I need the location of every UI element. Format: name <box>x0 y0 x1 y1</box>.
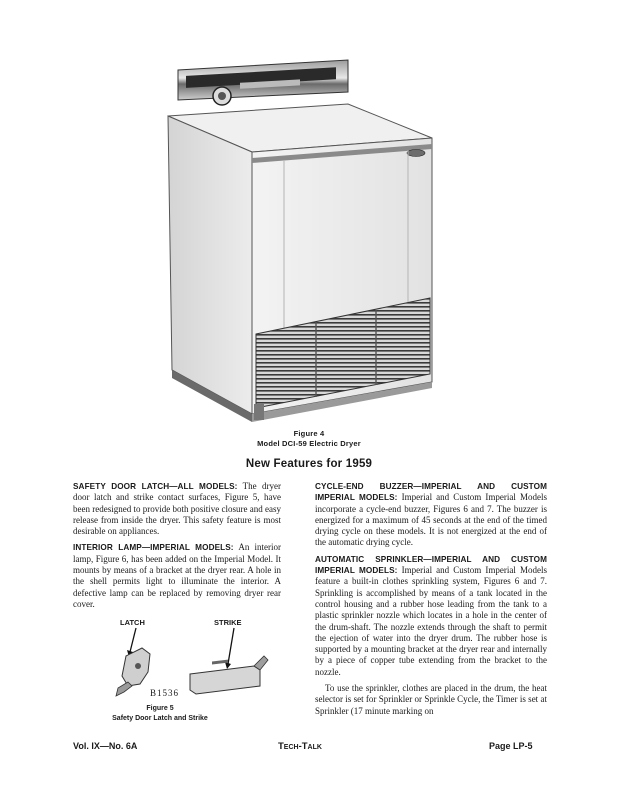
dryer-illustration <box>150 52 450 424</box>
figure-5 <box>78 618 283 710</box>
footer-volume: Vol. IX—No. 6A <box>73 741 138 751</box>
latch-label: LATCH <box>120 618 145 627</box>
paragraph-text: To use the sprinkler, clothes are placed in the drum, the heat selector is set for Sprinkler or Sprinkle Cycle, the Timer is set at Sprinkler (17 minute marking on <box>315 683 547 716</box>
paragraph-heading: AUTOMATIC SPRINKLER—IMPERIAL AND CUSTOM IMPERIAL MODELS: <box>315 554 547 576</box>
paragraph-heading: SAFETY DOOR LATCH—ALL MODELS: <box>73 482 238 491</box>
paragraph-heading: INTERIOR LAMP—IMPERIAL MODELS: <box>73 543 234 553</box>
footer-publication: Tech-Talk <box>278 741 322 752</box>
footer-page-number: Page LP-5 <box>489 741 533 751</box>
section-title: New Features for 1959 <box>245 458 373 470</box>
right-column <box>315 481 547 722</box>
strike-label: STRIKE <box>214 618 242 627</box>
latch-and-strike-illustration <box>78 626 283 702</box>
paragraph-interior-lamp <box>73 542 281 610</box>
paragraph-text: The dryer door latch and strike contact surfaces, Figure 5, have been redesigned to provide both positive closure and easy release from inside the dryer. This safety feature is most desirable on appliances. <box>73 481 281 537</box>
part-code: B1536 <box>150 688 180 698</box>
paragraph-safety-door-latch <box>73 481 281 537</box>
paragraph-text: Imperial and Custom Imperial Models feature a built-in clothes sprinkling system, Figures 6 and 7. Sprinkling is accomplished by means of a tank located in the control housing and a rubber hose leading from the tank to a plastic sprinkler nozzle which locates in a hole in the center of the drum-shaft. The nozzle extends through the shaft to permit the ejection of water into the dryer drum. The rubber hose is supported by a mounting bracket at the dryer rear and internally by a piece of copper tube extending from the bracket to the nozzle. <box>315 565 547 677</box>
paragraph-sprinkler-usage <box>315 683 547 717</box>
left-column <box>73 481 281 615</box>
figure-5-number: Figure 5 <box>146 705 174 712</box>
figure-4-title: Model DCI-59 Electric Dryer <box>257 439 361 448</box>
paragraph-text: An interior lamp, Figure 6, has been added on the Imperial Model. It mounts by means of a bracket at the dryer rear. A hole in the shell permits light to illuminate the interior. A defective lamp can be replaced by removing dryer rear cover. <box>73 542 281 609</box>
paragraph-cycle-end-buzzer <box>315 481 547 549</box>
figure-4-number: Figure 4 <box>293 429 325 438</box>
paragraph-automatic-sprinkler <box>315 554 547 678</box>
figure-5-title: Safety Door Latch and Strike <box>112 715 208 722</box>
paragraph-text: Imperial and Custom Imperial Models incorporate a cycle-end buzzer, Figures 6 and 7. The buzzer is energized for a maximum of 45 seconds at the end of the timed drying cycle on these models. It is not energized at the end of the automatic drying cycle. <box>315 492 547 548</box>
paragraph-heading: CYCLE-END BUZZER—IMPERIAL AND CUSTOM IMPERIAL MODELS: <box>315 482 547 503</box>
